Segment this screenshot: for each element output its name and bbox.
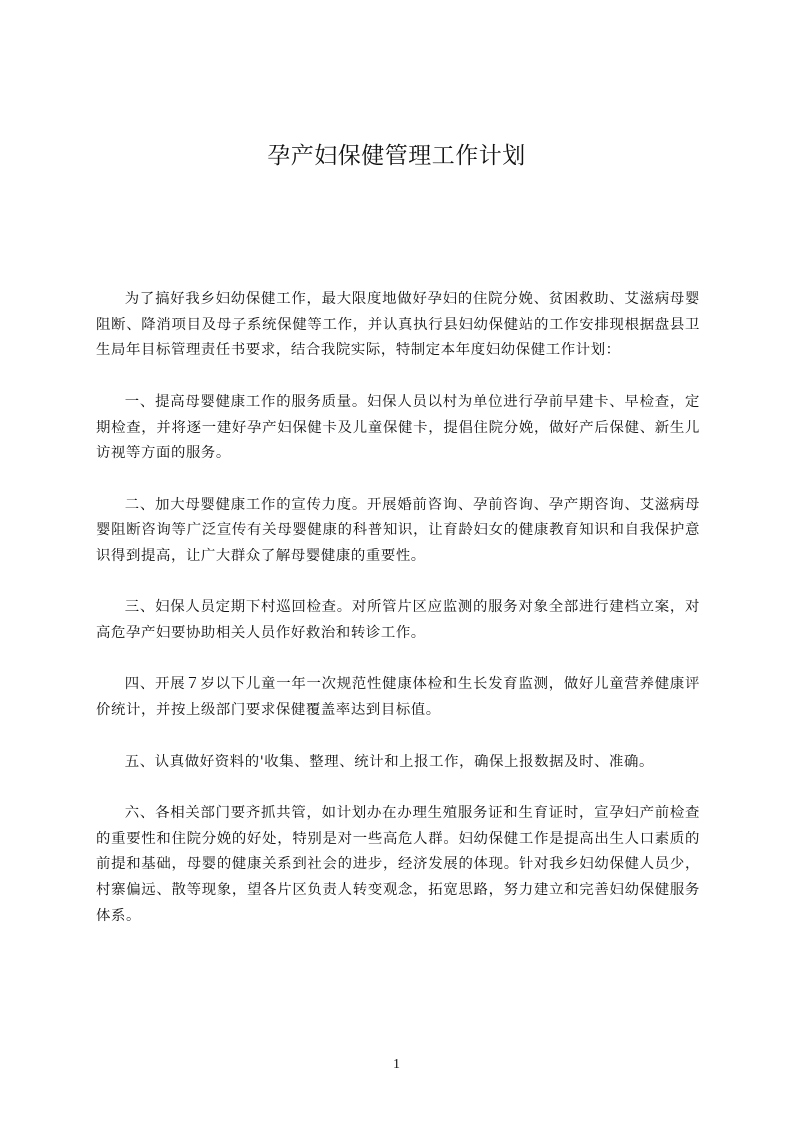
section-6-paragraph: 六、各相关部门要齐抓共管，如计划办在办理生殖服务证和生育证时，宣孕妇产前检查的重要性和住院分娩的好处，特别是对一些高危人群。妇幼保健工作是提高出生人口素质的前提和基础，母婴的健康关系到社会的进步，经济发展的体现。针对我乡妇幼保健人员少，村寨偏远、散等现象，望各片区负责人转变观念，拓宽思路，努力建立和完善妇幼保健服务体系。 — [96, 804, 700, 924]
section-1-paragraph: 一、提高母婴健康工作的服务质量。妇保人员以村为单位进行孕前早建卡、早检查，定期检查，并将逐一建好孕产妇保健卡及儿童保健卡，提倡住院分娩，做好产后保健、新生儿访视等方面的服务。 — [96, 393, 700, 462]
section-2-paragraph: 二、加大母婴健康工作的宣传力度。开展婚前咨询、孕前咨询、孕产期咨询、艾滋病母婴阻断咨询等广泛宣传有关母婴健康的科普知识，让育龄妇女的健康教育知识和自我保护意识得到提高，让广大群众了解母婴健康的重要性。 — [96, 496, 700, 564]
section-4-paragraph: 四、开展７岁以下儿童一年一次规范性健康体检和生长发育监测，做好儿童营养健康评价统计，并按上级部门要求保健覆盖率达到目标值。 — [96, 676, 700, 719]
intro-paragraph: 为了搞好我乡妇幼保健工作，最大限度地做好孕妇的住院分娩、贫困救助、艾滋病母婴阻断、降消项目及母子系统保健等工作，并认真执行县妇幼保健站的工作安排现根据盘县卫生局年目标管理责任书要求，结合我院实际，特制定本年度妇幼保健工作计划： — [96, 291, 700, 359]
section-3-paragraph: 三、妇保人员定期下村巡回检查。对所管片区应监测的服务对象全部进行建档立案，对高危孕产妇要协助相关人员作好救治和转诊工作。 — [96, 599, 700, 642]
section-5-paragraph: 五、认真做好资料的'收集、整理、统计和上报工作，确保上报数据及时、准确。 — [124, 753, 655, 770]
document-body — [96, 287, 700, 929]
page-number: 1 — [393, 1057, 400, 1072]
document-title: 孕产妇保健管理工作计划 — [267, 143, 526, 169]
